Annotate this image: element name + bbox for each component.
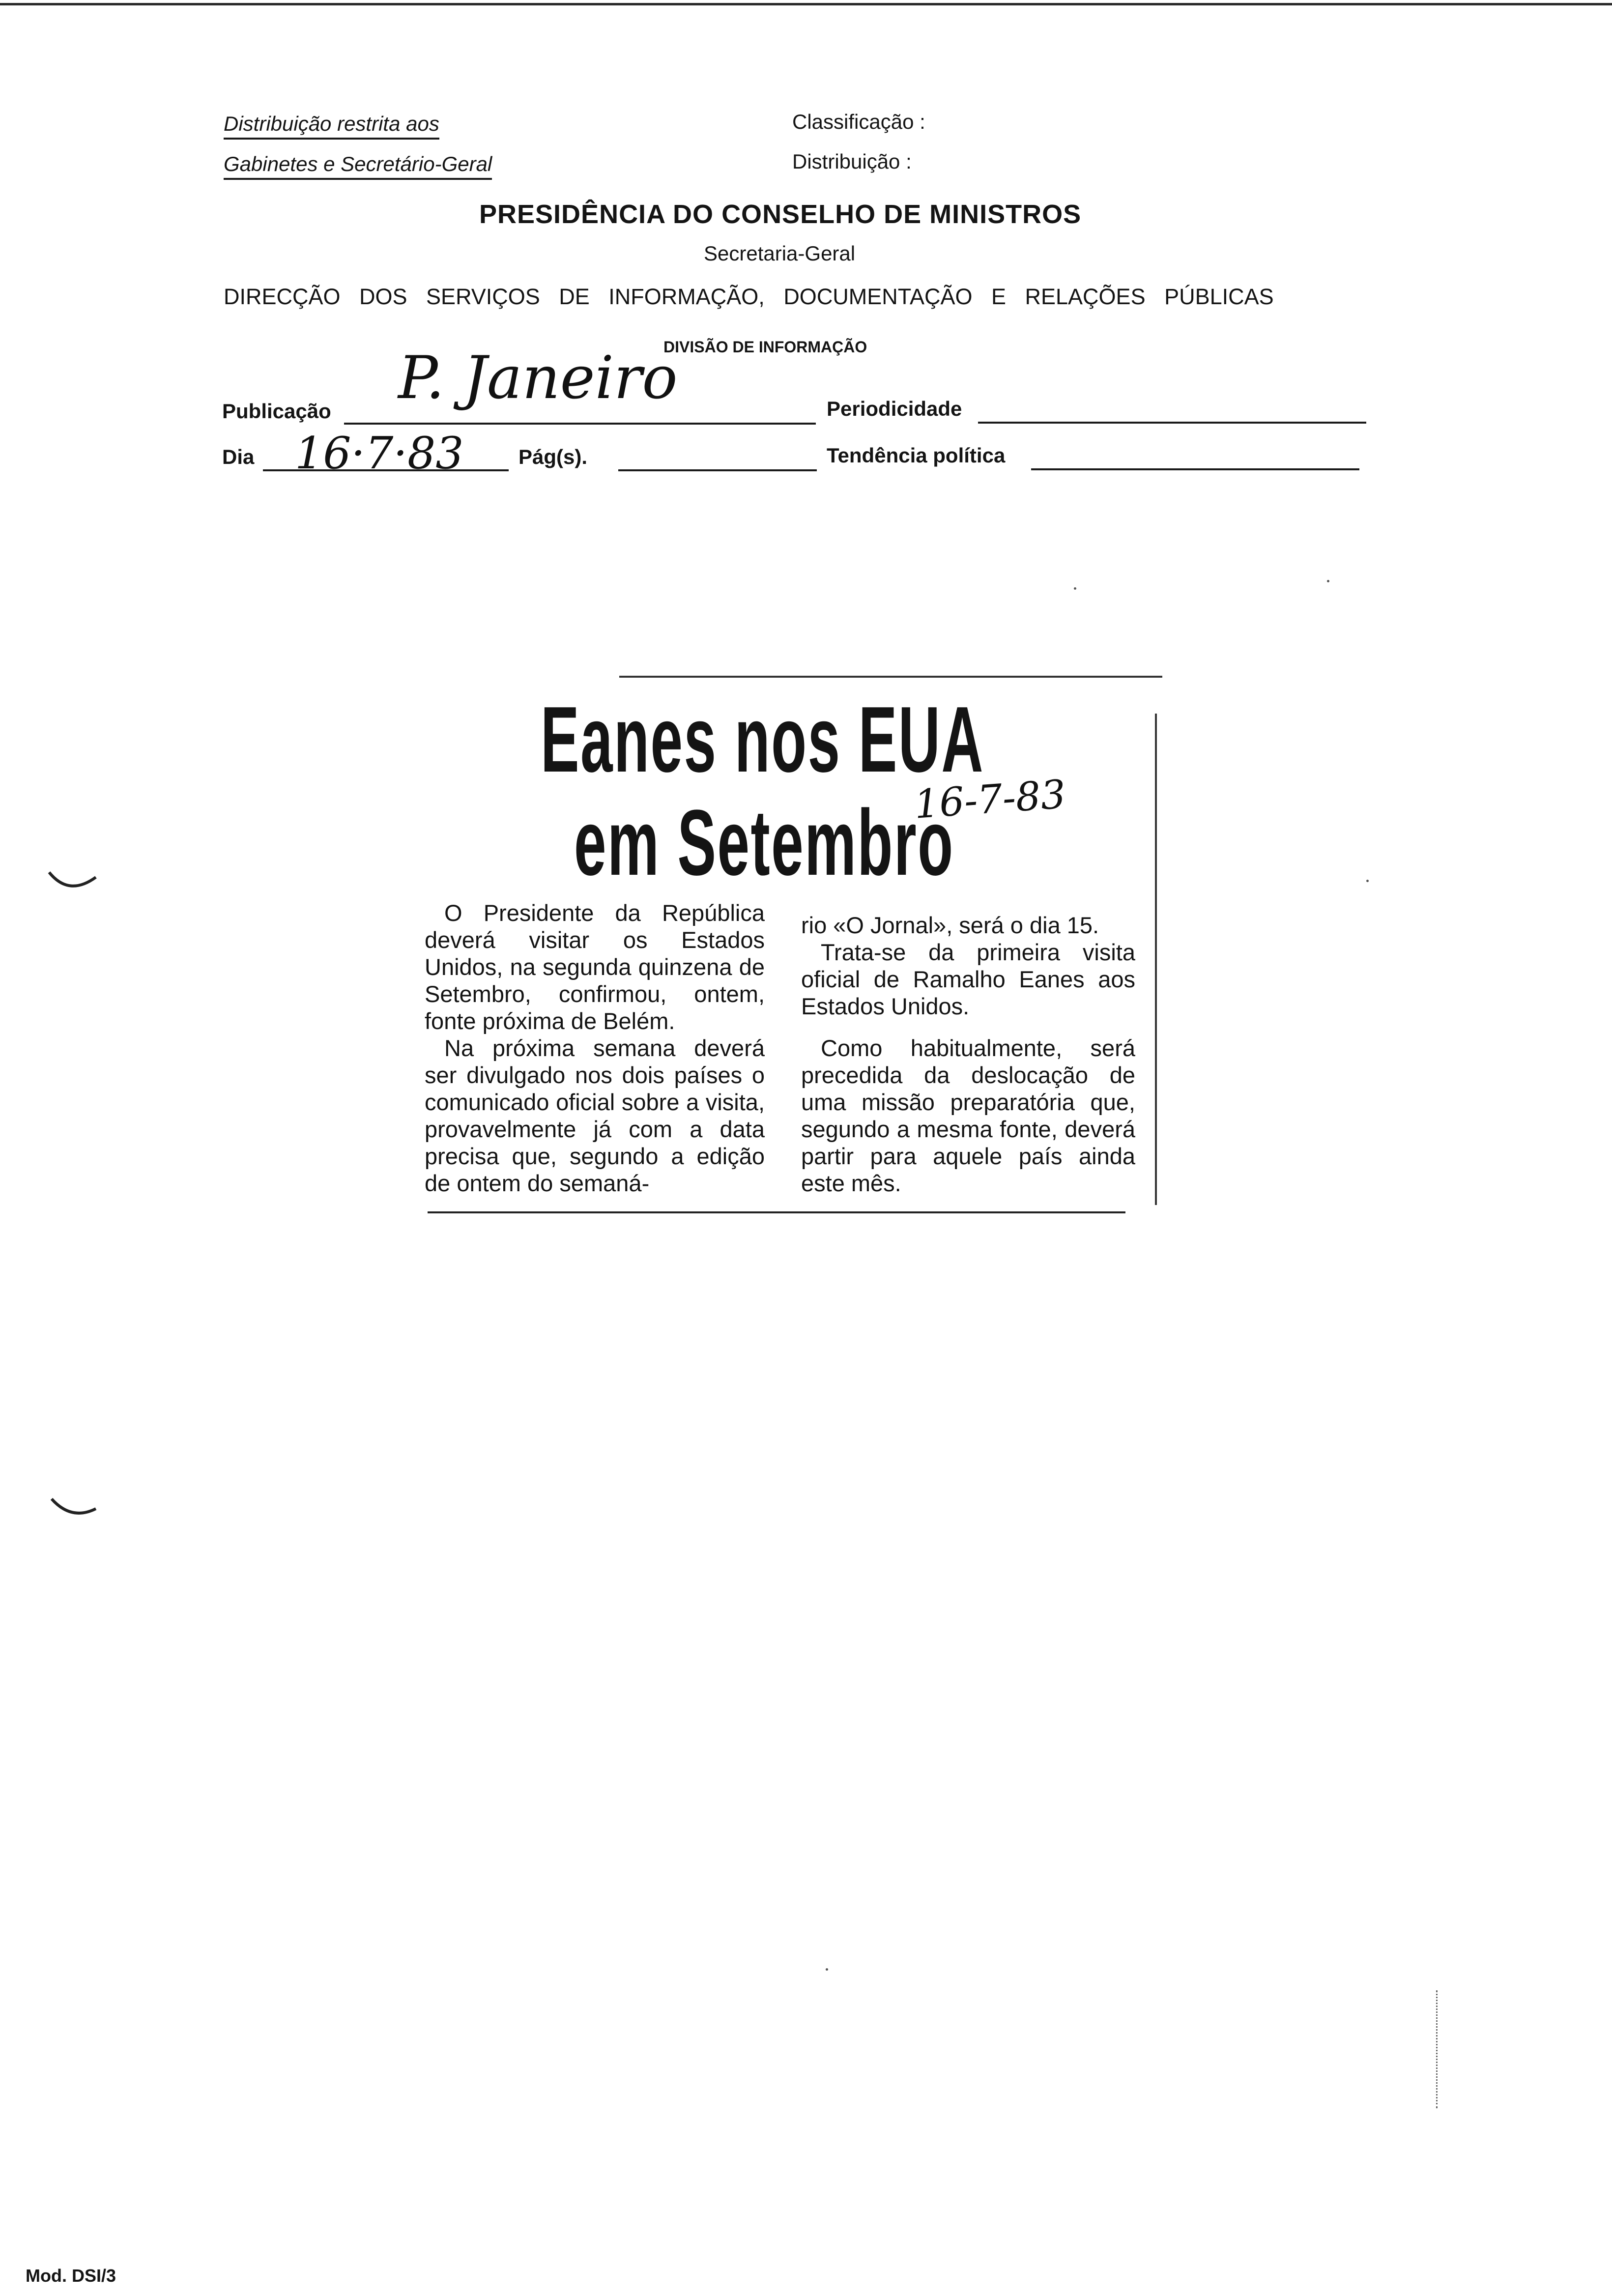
classification-label: Classificação :: [792, 110, 925, 133]
clipping-top-rule: [619, 676, 1162, 678]
form-code: Mod. DSI/3: [26, 2266, 116, 2286]
article-column-2: [801, 912, 1135, 1197]
clipping-bottom-rule: [428, 1211, 1125, 1213]
headline-line-2: em Setembro: [574, 791, 954, 895]
restricted-line-2: Gabinetes e Secretário-Geral: [224, 152, 492, 180]
clipping-handwritten-date: 16-7-83: [913, 771, 1067, 828]
headline-line-1: Eanes nos EUA: [541, 688, 984, 792]
directorate-title: DIRECÇÃO DOS SERVIÇOS DE INFORMAÇÃO, DOCUMENTAÇÃO E RELAÇÕES PÚBLICAS: [224, 284, 1274, 309]
restricted-line-1: Distribuição restrita aos: [224, 112, 439, 140]
punch-hole-mark-bottom: [49, 1494, 103, 1523]
scan-speck: [1366, 880, 1369, 882]
article-paragraph: Como habitualmente, será precedida da deslocação de uma missão preparatória que, segundo a mesma fonte, deverá partir para aquele país ainda este mês.: [801, 1035, 1135, 1196]
periodicity-label: Periodicidade: [827, 397, 962, 420]
clipping-right-edge: [1155, 714, 1157, 1205]
article-paragraph: Na próxima semana deverá ser divulgado nos dois países o comunicado oficial sobre a visita, provavelmente já com a data precisa que, segundo a edição de ontem do semaná-: [425, 1035, 765, 1196]
publication-label: Publicação: [222, 400, 331, 423]
day-label: Dia: [222, 445, 255, 468]
publication-handwritten: P. Janeiro: [398, 344, 678, 412]
article-column-1: [425, 899, 765, 1197]
scan-speck: [826, 1968, 828, 1971]
scan-top-edge: [0, 3, 1612, 5]
political-label: Tendência política: [827, 444, 1006, 467]
distribution-label: Distribuição :: [792, 150, 912, 173]
article-paragraph: rio «O Jornal», será o dia 15.: [801, 912, 1099, 938]
article-paragraph: O Presidente da República deverá visitar os Estados Unidos, na segunda quinzena de Setembro, confirmou, ontem, fonte próxima de Belém.: [425, 900, 765, 1034]
presidency-title: PRESIDÊNCIA DO CONSELHO DE MINISTROS: [479, 200, 1082, 229]
punch-hole-mark-top: [47, 867, 101, 897]
scan-edge-dots: [1436, 1990, 1439, 2108]
article-paragraph: Trata-se da primeira visita oficial de Ramalho Eanes aos Estados Unidos.: [801, 939, 1135, 1019]
secretariat-title: Secretaria-Geral: [704, 242, 856, 265]
periodicity-field: [978, 397, 1366, 424]
scan-speck: [1074, 587, 1076, 590]
scan-speck: [1327, 580, 1329, 582]
pages-label: Pág(s).: [518, 445, 588, 468]
political-field: [1031, 444, 1359, 470]
day-handwritten: 16·7·83: [295, 428, 464, 479]
pages-field: [618, 445, 817, 471]
division-title: DIVISÃO DE INFORMAÇÃO: [663, 338, 867, 356]
